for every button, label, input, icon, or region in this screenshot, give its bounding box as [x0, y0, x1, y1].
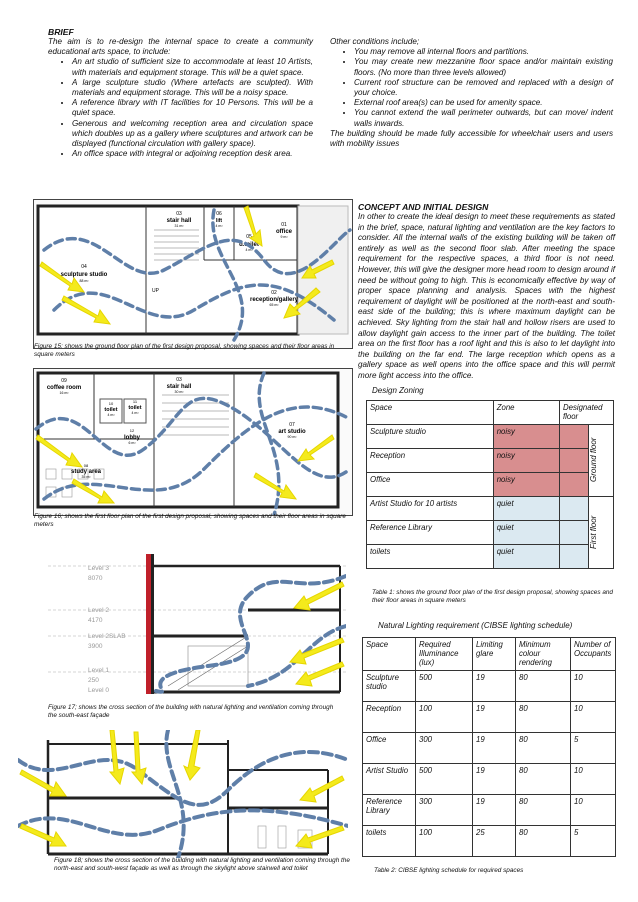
- lighting-title: Natural Lighting requirement (CIBSE lighting schedule): [378, 621, 573, 630]
- room-label: stair hall: [166, 384, 192, 390]
- level-value: 3900: [88, 643, 103, 650]
- room-code: 08: [83, 463, 89, 468]
- condition-item: • External roof area(s) can be used for amenity space.: [354, 98, 613, 108]
- brief-item: • An office space with integral or adjoining reception desk area.: [72, 149, 313, 159]
- zoning-title: Design Zoning: [372, 386, 424, 395]
- room-label: toilet: [128, 405, 142, 411]
- level-name: Level 0: [88, 687, 109, 694]
- zoning-zone: noisy: [493, 473, 559, 497]
- ground-floor-plan-drawing: [34, 200, 352, 348]
- brief-item: • A reference library with IT facilities for 10 Persons. This will be a quiet space.: [72, 98, 313, 118]
- room-area: 90 m²: [287, 435, 297, 439]
- lighting-cell: 5: [571, 826, 616, 857]
- zoning-spacer: [559, 545, 588, 569]
- ground-floor-cell: [588, 425, 613, 497]
- lighting-cell: 80: [516, 702, 571, 733]
- zoning-spacer: [559, 473, 588, 497]
- room-label: lift: [215, 218, 223, 224]
- lighting-cell: 500: [416, 764, 473, 795]
- level-value: 8070: [88, 575, 103, 582]
- lighting-header: Limiting glare: [473, 638, 516, 671]
- figure-16-caption: Figure 16; shows the first floor plan of the first design proposal, showing spaces and their floor areas in square meters: [34, 513, 346, 529]
- lighting-cell: Artist Studio: [363, 764, 416, 795]
- room-code: 10: [108, 401, 114, 406]
- lighting-cell: Office: [363, 733, 416, 764]
- table-1-caption: Table 1: shows the ground floor plan of the first design proposal, showing spaces and their floor areas in square meters: [372, 589, 613, 605]
- lighting-cell: 80: [516, 795, 571, 826]
- level-value: 4170: [88, 617, 103, 624]
- lighting-cell: 19: [473, 764, 516, 795]
- concept-text: In other to create the ideal design to meet these requirements as stated in the brief, space, natural lighting and ventilation are the key factors to consider. All the internal walls of the existing building will be taken off entirely as well as the second floor slab. After meeting the space requirement for the respective spaces, a third floor is not need. However, this will give the designer more head room to design around if need be without going to high. This is economically effective by way of proper space planning and analysis. Spaces with the highest requirement of daylight will be positioned at the north-east and south-east side of the building; this is where maximum daylight can be achieved. Sky lighting from the stair hall and hollow risers are used to allow daylight gain access to the inner part of the building. The toilet area on the first floor has a roof light and this is also to let daylight into the building on the far end. The large reception which opens as a gallery space as well opens into the office space and this will permit more light access into the office.: [358, 212, 615, 380]
- lighting-cell: Reception: [363, 702, 416, 733]
- ground-floor-plan-figure: [33, 199, 353, 349]
- room-label: study area: [70, 469, 102, 475]
- lighting-cell: 25: [473, 826, 516, 857]
- brief-section: [48, 27, 313, 159]
- lighting-cell: 10: [571, 795, 616, 826]
- room-area: 4 m²: [107, 413, 115, 417]
- room-area: 4 m²: [215, 224, 223, 228]
- concept-section: [358, 202, 615, 382]
- conditions-list: [330, 47, 613, 129]
- brief-list: [48, 57, 313, 159]
- zoning-zone: quiet: [493, 497, 559, 521]
- lighting-cell: 300: [416, 795, 473, 826]
- lighting-header: Required Illuminance (lux): [416, 638, 473, 671]
- lighting-cell: Sculpture studio: [363, 671, 416, 702]
- room-label: stair hall: [166, 218, 192, 224]
- lighting-table: [362, 637, 616, 857]
- lighting-cell: 10: [571, 671, 616, 702]
- lighting-cell: 19: [473, 671, 516, 702]
- cross-section-se-figure: [48, 546, 346, 702]
- zoning-space: Sculpture studio: [367, 425, 494, 449]
- lighting-cell: 100: [416, 826, 473, 857]
- room-code: 07: [289, 422, 295, 428]
- lighting-header: Number of Occupants: [571, 638, 616, 671]
- lighting-cell: 10: [571, 702, 616, 733]
- room-code: 11: [132, 399, 138, 404]
- brief-heading: BRIEF: [48, 27, 74, 37]
- zoning-header: Space: [367, 401, 494, 425]
- lighting-cell: 19: [473, 733, 516, 764]
- room-code: 06: [216, 211, 222, 217]
- room-area: 65 m²: [269, 303, 279, 307]
- room-label: office: [275, 229, 293, 235]
- lighting-header: Space: [363, 638, 416, 671]
- conditions-intro: Other conditions include;: [330, 37, 420, 46]
- ground-floor-label: Ground floor: [588, 437, 598, 483]
- lighting-cell: 5: [571, 733, 616, 764]
- first-floor-plan-figure: [33, 368, 353, 516]
- concept-heading: CONCEPT AND INITIAL DESIGN: [358, 202, 489, 212]
- zoning-spacer: [559, 521, 588, 545]
- first-floor-plan-drawing: [34, 369, 352, 515]
- conditions-section: [330, 37, 613, 149]
- cross-section-se-drawing: [48, 546, 346, 702]
- zoning-zone: quiet: [493, 545, 559, 569]
- lighting-cell: toilets: [363, 826, 416, 857]
- room-area: 88 m²: [79, 279, 89, 283]
- room-label: coffee room: [46, 385, 82, 391]
- level-name: Level 1: [88, 667, 109, 674]
- first-floor-cell: [588, 497, 613, 569]
- level-name: Level 2SLAB: [88, 633, 126, 640]
- zoning-space: Artist Studio for 10 artists: [367, 497, 494, 521]
- lighting-header: Minimum colour rendering: [516, 638, 571, 671]
- room-label: d.toilet: [239, 242, 259, 248]
- lighting-cell: 80: [516, 671, 571, 702]
- room-label: toilet: [104, 407, 118, 413]
- room-label: sculpture studio: [60, 272, 108, 278]
- room-area: 16 m²: [59, 391, 69, 395]
- room-area: 6 m²: [128, 441, 136, 445]
- zoning-zone: noisy: [493, 449, 559, 473]
- figure-17-caption: Figure 17; shows the cross section of the building with natural lighting and ventilation coming through the south-east façade: [48, 704, 334, 720]
- lighting-cell: 80: [516, 733, 571, 764]
- zoning-space: Reference Library: [367, 521, 494, 545]
- condition-item: • Current roof structure can be removed and replaced with a design of your choice.: [354, 78, 613, 98]
- room-code: 03: [176, 377, 182, 383]
- zoning-spacer: [559, 497, 588, 521]
- lighting-cell: Reference Library: [363, 795, 416, 826]
- room-label: reception/gallery: [249, 297, 299, 303]
- lighting-cell: 300: [416, 733, 473, 764]
- first-floor-label: First floor: [588, 515, 598, 549]
- cross-section-ne-sw-drawing: [18, 730, 348, 858]
- level-name: Level 3: [88, 565, 109, 572]
- zoning-header: Zone: [493, 401, 559, 425]
- condition-item: • You cannot extend the wall perimeter outwards, but can move/ indent walls inwards.: [354, 108, 613, 128]
- condition-item: • You may create new mezzanine floor space and/or maintain existing floors. (No more than three levels allowed): [354, 57, 613, 77]
- room-code: 03: [176, 211, 182, 217]
- room-area: 30 m²: [174, 390, 184, 394]
- lighting-cell: 19: [473, 702, 516, 733]
- lighting-cell: 80: [516, 826, 571, 857]
- room-code: 01: [281, 222, 287, 228]
- figure-18-caption: Figure 18; shows the cross section of the building with natural lighting and ventilation coming through the north-east and south-west façade as well as through the skylight above stairwell and toilet: [54, 857, 350, 873]
- figure-15-caption: Figure 15: shows the ground floor plan of the first design proposal, showing spaces and their floor areas in square meters: [34, 343, 335, 359]
- level-value: 250: [88, 677, 99, 684]
- room-area: 35 m²: [81, 475, 91, 479]
- zoning-header: Designated floor: [559, 401, 613, 425]
- brief-intro: The aim is to re-design the internal space to create a community educational arts space, to include:: [48, 37, 313, 57]
- table-2-caption: Table 2: CIBSE lighting schedule for required spaces: [374, 867, 524, 874]
- brief-item: • A large sculpture studio (Where artefacts are sculpted). With materials and equipment storage. This will be a noisy space.: [72, 78, 313, 98]
- zoning-spacer: [559, 425, 588, 449]
- room-label: art studio: [278, 429, 306, 435]
- zoning-spacer: [559, 449, 588, 473]
- lighting-cell: 19: [473, 795, 516, 826]
- lighting-cell: 80: [516, 764, 571, 795]
- lighting-cell: 10: [571, 764, 616, 795]
- condition-item: • You may remove all internal floors and partitions.: [354, 47, 613, 57]
- lighting-cell: 500: [416, 671, 473, 702]
- zoning-space: Reception: [367, 449, 494, 473]
- brief-item: • An art studio of sufficient size to accommodate at least 10 Artists, with materials and equipment storage. This will be a quiet space.: [72, 57, 313, 77]
- room-code: 02: [271, 290, 277, 296]
- room-code: 04: [81, 264, 87, 270]
- brief-item: • Generous and welcoming reception area and circulation space which doubles up as a gallery where sculptures and artwork can be displayed (functional circulation with gallery space).: [72, 119, 313, 150]
- zoning-zone: noisy: [493, 425, 559, 449]
- room-code: 05: [246, 234, 252, 240]
- zoning-space: Office: [367, 473, 494, 497]
- room-area: 31 m²: [174, 224, 184, 228]
- conditions-closing: The building should be made fully accessible for wheelchair users and users with mobility issues: [330, 128, 613, 149]
- room-label: lobby: [124, 435, 140, 441]
- stair-up-label: UP: [152, 288, 159, 294]
- zoning-zone: quiet: [493, 521, 559, 545]
- room-area: 4 m²: [131, 411, 139, 415]
- zoning-table: [366, 400, 614, 569]
- cross-section-ne-sw-figure: [18, 730, 348, 858]
- room-code: 09: [61, 378, 67, 384]
- zoning-space: toilets: [367, 545, 494, 569]
- lighting-cell: 100: [416, 702, 473, 733]
- room-area: 4 m²: [245, 248, 253, 252]
- room-area: 9 m²: [280, 235, 288, 239]
- level-name: Level 2: [88, 607, 109, 614]
- room-code: 12: [129, 428, 135, 433]
